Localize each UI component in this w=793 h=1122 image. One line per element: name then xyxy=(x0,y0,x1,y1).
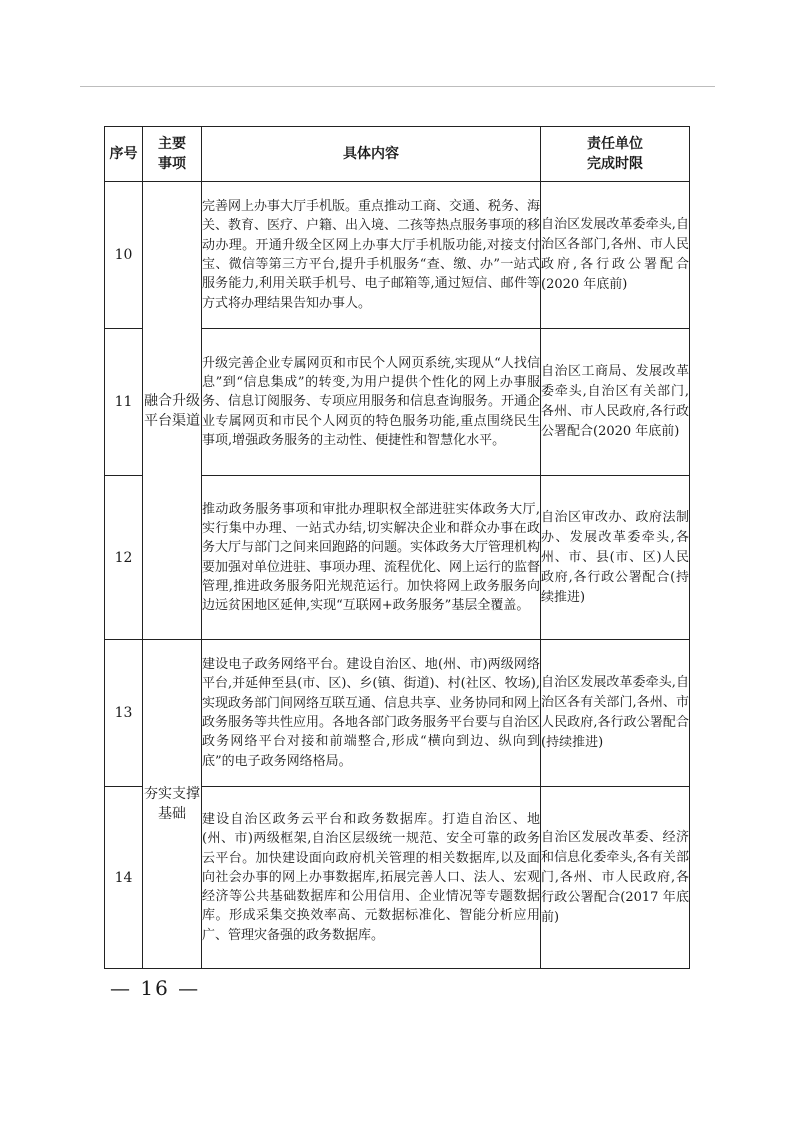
header-responsible xyxy=(541,127,690,182)
header-rule xyxy=(80,86,715,87)
row-content: 建设电子政务网络平台。建设自治区、地(州、市)两级网络平台,并延伸至县(市、区)、乡(镇、街道)、村(社区、牧场),实现政务部门间网络互联互通、信息共享、业务协同和网上政务服务等共性应用。各地各部门政务服务平台要与自治区政务网络平台对接和前端整合,形成“横向到边、纵向到底”的电子政务网络格局。 xyxy=(202,640,541,787)
table-row xyxy=(105,182,690,329)
row-number: 12 xyxy=(105,476,143,640)
row-content: 升级完善企业专属网页和市民个人网页系统,实现从“人找信息”到“信息集成”的转变,为用户提供个性化的网上办事服务、信息订阅服务、专项应用服务和信息查询服务。开通企业专属网页和市民个人网页的特色服务功能,重点围绕民生事项,增强政务服务的主动性、便捷性和智慧化水平。 xyxy=(202,329,541,476)
row-responsible: 自治区发展改革委牵头,自治区各有关部门,各州、市人民政府,各行政公署配合(持续推进) xyxy=(541,640,690,787)
table-header-row xyxy=(105,127,690,182)
header-main-item: 主要事项 xyxy=(143,127,202,182)
header-no: 序号 xyxy=(105,127,143,182)
row-number: 10 xyxy=(105,182,143,329)
task-table xyxy=(104,126,690,969)
row-number: 13 xyxy=(105,640,143,787)
row-number: 14 xyxy=(105,787,143,969)
header-content: 具体内容 xyxy=(202,127,541,182)
page-number: — 16 — xyxy=(110,976,201,1000)
row-responsible: 自治区工商局、发展改革委牵头,自治区有关部门,各州、市人民政府,各行政公署配合(2020 年底前) xyxy=(541,329,690,476)
row-content: 建设自治区政务云平台和政务数据库。打造自治区、地(州、市)两级框架,自治区层级统一规范、安全可靠的政务云平台。加快建设面向政府机关管理的相关数据库,以及面向社会办事的网上办事数据库,拓展完善人口、法人、宏观经济等公共基础数据库和公用信用、企业情况等专题数据库。形成采集交换效率高、元数据标准化、智能分析应用广、管理灾备强的政务数据库。 xyxy=(202,787,541,969)
row-number: 11 xyxy=(105,329,143,476)
row-responsible: 自治区发展改革委牵头,自治区各部门,各州、市人民政府,各行政公署配合(2020 年底前) xyxy=(541,182,690,329)
category-cell: 夯实支撑基础 xyxy=(143,640,202,969)
header-deadline-label: 完成时限 xyxy=(587,156,643,172)
row-responsible: 自治区审改办、政府法制办、发展改革委牵头,各州、市、县(市、区)人民政府,各行政公署配合(持续推进) xyxy=(541,476,690,640)
header-responsible-label: 责任单位 xyxy=(587,136,643,152)
row-content: 完善网上办事大厅手机版。重点推动工商、交通、税务、海关、教育、医疗、户籍、出入境、二孩等热点服务事项的移动办理。开通升级全区网上办事大厅手机版功能,对接支付宝、微信等第三方平台,提升手机服务“查、缴、办”一站式服务能力,利用关联手机号、电子邮箱等,通过短信、邮件等方式将办理结果告知办事人。 xyxy=(202,182,541,329)
category-cell: 融合升级平台渠道 xyxy=(143,182,202,640)
table-row xyxy=(105,640,690,787)
row-content: 推动政务服务事项和审批办理职权全部进驻实体政务大厅,实行集中办理、一站式办结,切实解决企业和群众办事在政务大厅与部门之间来回跑路的问题。实体政务大厅管理机构要加强对单位进驻、事项办理、流程优化、网上运行的监督管理,推进政务服务阳光规范运行。加快将网上政务服务向边远贫困地区延伸,实现“互联网+政务服务”基层全覆盖。 xyxy=(202,476,541,640)
row-responsible: 自治区发展改革委、经济和信息化委牵头,各有关部门,各州、市人民政府,各行政公署配合(2017 年底前) xyxy=(541,787,690,969)
